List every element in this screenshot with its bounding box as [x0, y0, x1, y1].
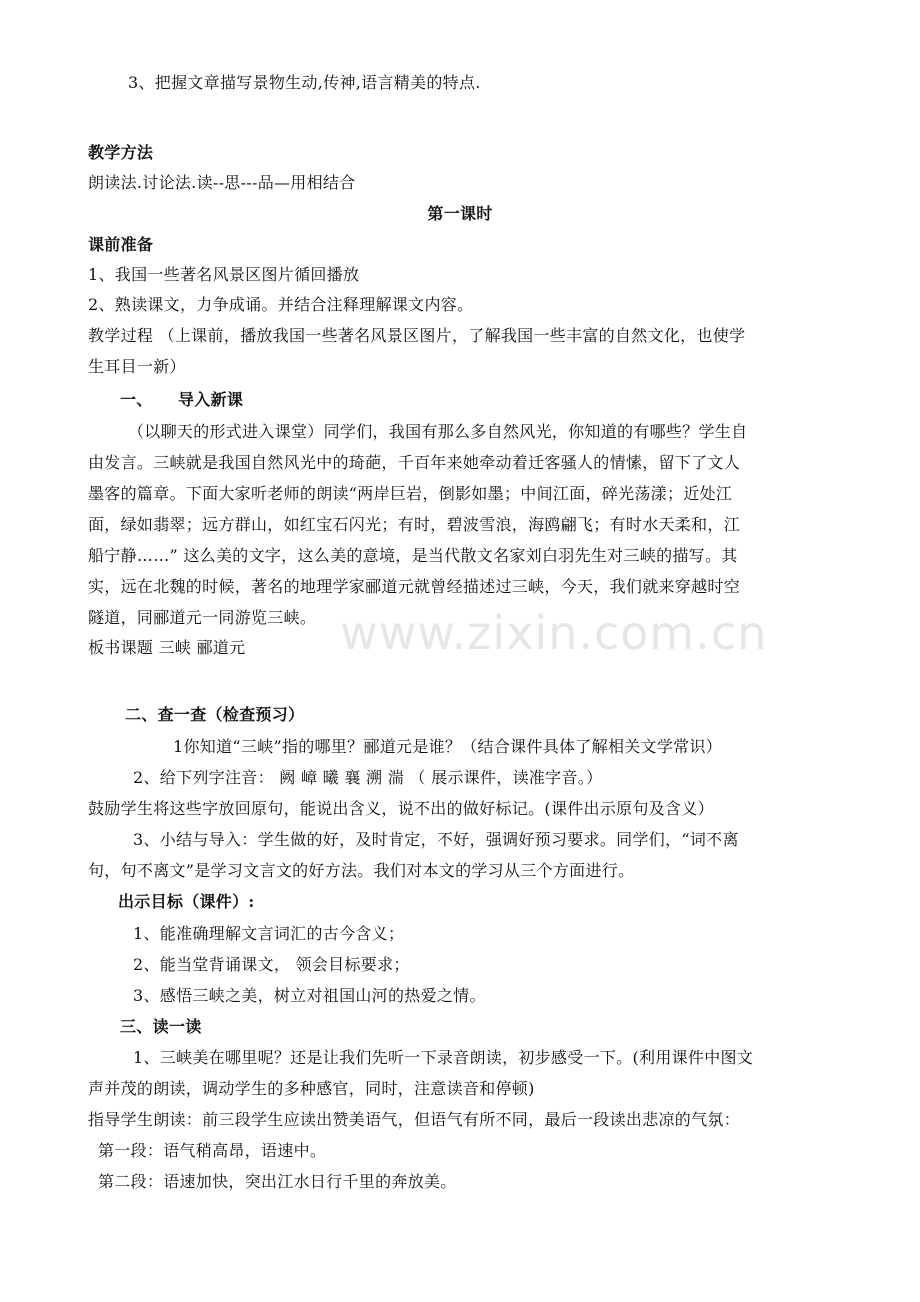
process-intro-line-1: 教学过程 （上课前，播放我国一些著名风景区图片，了解我国一些丰富的自然文化，也使学: [88, 326, 746, 345]
check-item-3-line-1: 3、小结与导入：学生做的好，及时肯定，不好，强调好预习要求。同学们，“词不离: [133, 830, 739, 849]
intro-paragraph-line-4: 面，绿如翡翠；远方群山，如红宝石闪光；有时，碧波雪浪，海鸥翩飞；有时水天柔和，江: [88, 515, 741, 534]
goal-2: 2、能当堂背诵课文， 领会目标要求；: [133, 955, 410, 974]
watermark: www.zixin.com.cn: [340, 606, 768, 660]
intro-paragraph-line-1: （以聊天的形式进入课堂）同学们，我国有那么多自然风光，你知道的有哪些？学生自: [128, 422, 748, 441]
blackboard-title: 板书课题 三峡 郦道元: [88, 638, 246, 657]
check-item-2: 2、给下列字注音： 阙 嶂 曦 襄 溯 湍 （ 展示课件，读准字音。）: [133, 768, 603, 787]
intro-paragraph-line-5: 船宁静……” 这么美的文字，这么美的意境，是当代散文名家刘白羽先生对三峡的描写。其: [88, 546, 738, 565]
read-item-1-line-1: 1、三峡美在哪里呢？还是让我们先听一下录音朗读，初步感受一下。(利用课件中图文: [133, 1048, 754, 1067]
paragraph-2-guidance: 第二段：语速加快，突出江水日行千里的奔放美。: [98, 1172, 457, 1191]
intro-paragraph-line-2: 由发言。三峡就是我国自然风光中的琦葩，千百年来她牵动着迁客骚人的情愫，留下了文人: [88, 453, 741, 472]
goal-1: 1、能准确理解文言词汇的古今含义；: [133, 924, 405, 943]
step-3-heading: 三、读一读: [120, 1017, 202, 1036]
lesson-title: 第一课时: [427, 204, 493, 223]
section-heading-preparation: 课前准备: [88, 235, 154, 254]
intro-paragraph-line-7: 隧道，同郦道元一同游览三峡。: [88, 608, 317, 627]
process-intro-line-2: 生耳目一新）: [88, 357, 186, 376]
check-encourage: 鼓励学生将这些字放回原句，能说出含义，说不出的做好标记。(课件出示原句及含义）: [88, 799, 714, 818]
paragraph-1-guidance: 第一段：语气稍高昂，语速中。: [98, 1141, 327, 1160]
methods-text: 朗读法.讨论法.读--思---品—用相结合: [88, 173, 356, 192]
check-item-1: 1你知道“三峡”指的哪里？郦道元是谁？（结合课件具体了解相关文学常识）: [173, 737, 723, 756]
read-item-1-line-2: 声并茂的朗读，调动学生的多种感官，同时，注意读音和停顿): [88, 1079, 535, 1098]
intro-paragraph-line-3: 墨客的篇章。下面大家听老师的朗读“两岸巨岩，倒影如墨；中间江面，碎光荡漾；近处江: [88, 484, 733, 503]
check-item-3-line-2: 句，句不离文”是学习文言文的好方法。我们对本文的学习从三个方面进行。: [88, 861, 635, 880]
goals-heading: 出示目标（课件）:: [118, 892, 255, 911]
prep-item-1: 1、我国一些著名风景区图片循回播放: [88, 265, 360, 284]
step-1-number: 一、: [120, 390, 153, 409]
step-2-heading: 二、查一查（检查预习）: [125, 705, 305, 724]
objective-3: 3、把握文章描写景物生动,传神,语言精美的特点.: [128, 73, 481, 92]
prep-item-2: 2、熟读课文，力争成诵。并结合注释理解课文内容。: [88, 295, 474, 314]
section-heading-methods: 教学方法: [88, 143, 154, 162]
reading-guidance: 指导学生朗读：前三段学生应读出赞美语气，但语气有所不同，最后一段读出悲凉的气氛：: [88, 1110, 741, 1129]
goal-3: 3、感悟三峡之美，树立对祖国山河的热爱之情。: [133, 986, 486, 1005]
step-1-heading: 导入新课: [178, 390, 244, 409]
intro-paragraph-line-6: 实，远在北魏的时候，著名的地理学家郦道元就曾经描述过三峡，今天，我们就来穿越时空: [88, 577, 741, 596]
